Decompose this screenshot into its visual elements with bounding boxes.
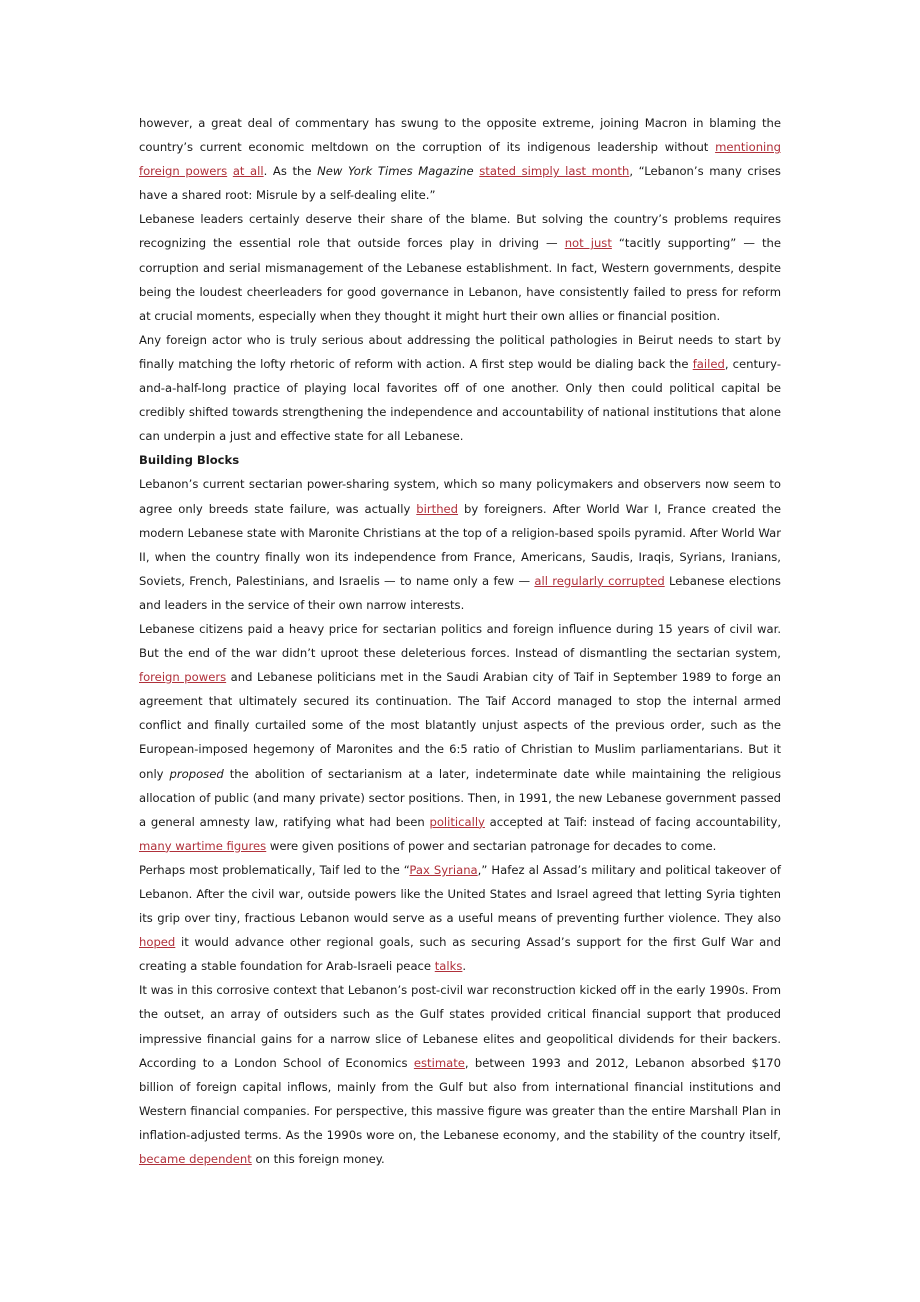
text-run: . As the: [263, 164, 318, 179]
text-run: by foreigners. After World War I, France created the modern Lebanese state with Maronite Christians at the top of a religion-based spoils pyramid. After World War II, when the country finally won its independence from France, Americans, Saudis, Iraqis, Syrians, Iranians, Soviets, French, Palestinians, and Israelis — to name only a few —: [139, 501, 782, 588]
inline-link[interactable]: stated simply last month: [479, 164, 630, 179]
article-paragraph: [139, 617, 781, 858]
text-run: ,” Hafez al Assad’s military and political takeover of Lebanon. After the civil war, outside powers like the United States and Israel agreed that letting Syria tighten its grip over tiny, fractious Lebanon would serve as a useful means of preventing further violence. They also: [139, 862, 781, 926]
inline-link[interactable]: foreign powers: [139, 164, 228, 179]
text-run: on this foreign money.: [251, 1152, 385, 1167]
inline-link[interactable]: talks: [434, 959, 463, 974]
inline-link[interactable]: estimate: [413, 1055, 465, 1070]
inline-link[interactable]: politically: [429, 814, 485, 829]
text-run: “tacitly supporting” — the corruption and serial mismanagement of the Lebanese establishment. In fact, Western governments, despite being the loudest cheerleaders for good governance in Lebanon, have consistently failed to press for reform at crucial moments, especially when they thought it might hurt their own allies or financial position.: [139, 236, 781, 323]
article-paragraph: [139, 111, 781, 207]
emphasis-text: proposed: [169, 766, 224, 781]
text-run: .: [462, 959, 467, 974]
article-paragraph: [139, 472, 781, 617]
inline-link[interactable]: became dependent: [139, 1152, 252, 1167]
inline-link[interactable]: foreign powers: [139, 670, 227, 685]
text-run: however, a great deal of commentary has swung to the opposite extreme, joining Macron in blaming the country’s current economic meltdown on the corruption of its indigenous leadership without: [139, 116, 781, 155]
text-run: Any foreign actor who is truly serious about addressing the political pathologies in Beirut needs to start by finally matching the lofty rhetoric of reform with action. A first step would be dialing back the: [139, 332, 781, 371]
inline-link[interactable]: hoped: [139, 935, 176, 950]
text-run: Lebanese citizens paid a heavy price for sectarian politics and foreign influence during 15 years of civil war. But the end of the war didn’t uproot these deleterious forces. Instead of dismantling the sectarian system,: [139, 621, 781, 661]
inline-link[interactable]: all regularly corrupted: [534, 573, 665, 588]
text-run: Perhaps most problematically, Taif led to the “: [139, 862, 410, 877]
article-body: [139, 111, 781, 1171]
article-paragraph: [139, 328, 781, 448]
inline-link[interactable]: at all: [232, 164, 264, 179]
text-run: and Lebanese politicians met in the Saudi Arabian city of Taif in September 1989 to forge an agreement that ultimately secured its continuation. The Taif Accord managed to stop the internal armed conflict and finally curtailed some of the most blatantly unjust aspects of the previous order, such as the European-imposed hegemony of Maronites and the 6:5 ratio of Christian to Muslim parliamentarians. But it only: [139, 670, 781, 781]
heading-text: Building Blocks: [139, 453, 240, 468]
inline-link[interactable]: birthed: [416, 501, 459, 516]
inline-link[interactable]: mentioning: [715, 140, 781, 155]
text-run: the abolition of sectarianism at a later, indeterminate date while maintaining the religious allocation of public (and many private) sector positions. Then, in 1991, the new Lebanese government passed a general amnesty law, ratifying what had been: [139, 766, 781, 829]
text-run: Lebanon’s current sectarian power-sharing system, which so many policymakers and observers now seem to agree only breeds state failure, was actually: [139, 477, 781, 516]
section-heading: [139, 448, 781, 472]
text-run: , between 1993 and 2012, Lebanon absorbed $170 billion of foreign capital inflows, mainly from the Gulf but also from international financial institutions and Western financial companies. For perspective, this massive figure was greater than the entire Marshall Plan in inflation-adjusted terms. As the 1990s wore on, the Lebanese economy, and the stability of the country itself,: [139, 1055, 781, 1142]
inline-link[interactable]: not just: [564, 236, 612, 251]
inline-link[interactable]: many wartime figures: [139, 838, 267, 853]
text-run: Lebanese leaders certainly deserve their share of the blame. But solving the country’s problems requires recognizing the essential role that outside forces play in driving —: [139, 212, 781, 251]
inline-link[interactable]: Pax Syriana: [409, 862, 478, 877]
text-run: , century-and-a-half-long practice of playing local favorites off of one another. Only then could political capital be credibly shifted towards strengthening the independence and accountability of national institutions that alone can underpin a just and effective state for all Lebanese.: [139, 356, 781, 444]
text-run: accepted at Taif: instead of facing accountability,: [484, 814, 782, 829]
article-paragraph: [139, 978, 781, 1171]
text-run: it would advance other regional goals, such as securing Assad’s support for the first Gulf War and creating a stable foundation for Arab-Israeli peace: [139, 935, 781, 974]
text-run: , “Lebanon’s many crises have a shared root: Misrule by a self-dealing elite.”: [139, 164, 781, 203]
article-paragraph: [139, 207, 781, 327]
text-run: It was in this corrosive context that Lebanon’s post-civil war reconstruction kicked off in the early 1990s. From the outset, an array of outsiders such as the Gulf states provided critical financial support that produced impressive financial gains for a narrow slice of Lebanese elites and geopolitical dividends for their backers. According to a London School of Economics: [139, 983, 781, 1070]
article-paragraph: [139, 858, 781, 978]
emphasis-text: New York Times Magazine: [317, 164, 474, 179]
text-run: were given positions of power and sectarian patronage for decades to come.: [266, 838, 717, 853]
inline-link[interactable]: failed: [692, 356, 725, 371]
text-run: Lebanese elections and leaders in the service of their own narrow interests.: [139, 573, 781, 612]
